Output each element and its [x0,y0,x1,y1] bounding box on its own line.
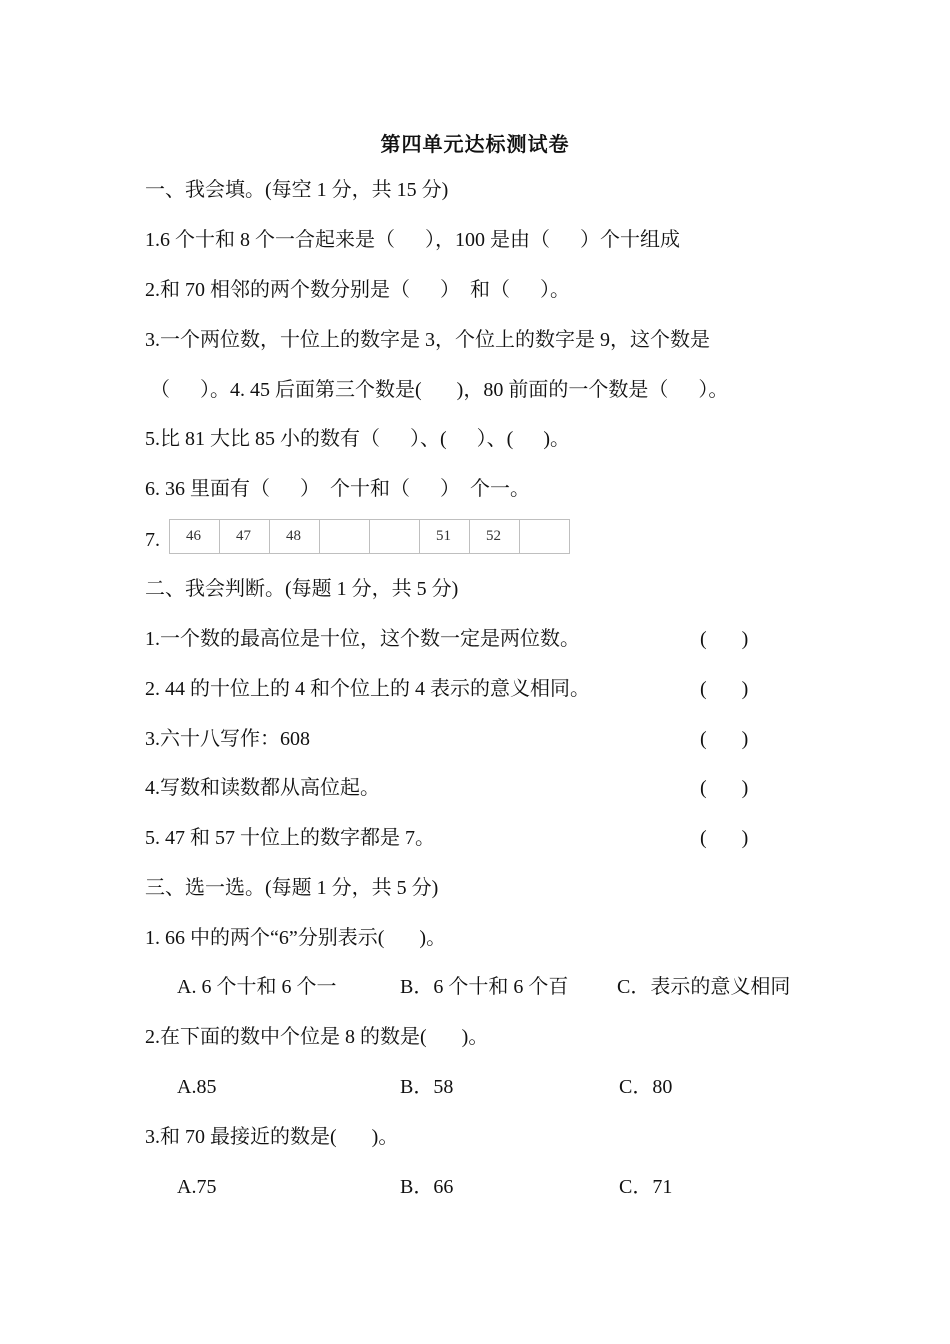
sequence-cell: 46 [170,520,220,554]
judge-answer-5[interactable]: ( ) [700,827,749,849]
page-title: 第四单元达标测试卷 [380,134,570,156]
judge-item-4: 4.写数和读数都从高位起。 [145,777,380,799]
section2-heading: 二、我会判断。(每题 1 分，共 5 分) [145,578,459,600]
choice-question-3: 3.和 70 最接近的数是( )。 [145,1126,399,1148]
sequence-cell: 52 [470,520,520,554]
question-1-2: 2.和 70 相邻的两个数分别是（ ） 和（ ）。 [145,279,570,301]
sequence-cell-blank[interactable] [370,520,420,554]
judge-answer-2[interactable]: ( ) [700,678,749,700]
judge-item-1: 1.一个数的最高位是十位，这个数一定是两位数。 [145,628,580,650]
choice-3-option-a[interactable]: A.75 [177,1176,217,1198]
judge-answer-3[interactable]: ( ) [700,728,749,750]
choice-2-option-c[interactable]: C．80 [619,1076,673,1098]
judge-item-3: 3.六十八写作：608 [145,728,310,750]
sequence-cell: 48 [270,520,320,554]
question-1-6: 6. 36 里面有（ ） 个十和（ ） 个一。 [145,478,530,500]
sequence-cell: 47 [220,520,270,554]
choice-2-option-a[interactable]: A.85 [177,1076,217,1098]
question-1-7-label: 7. [145,529,160,551]
sequence-cell: 51 [420,520,470,554]
choice-3-option-b[interactable]: B．66 [400,1176,454,1198]
choice-1-option-a[interactable]: A. 6 个十和 6 个一 [177,976,337,998]
judge-item-2: 2. 44 的十位上的 4 和个位上的 4 表示的意义相同。 [145,678,590,700]
judge-answer-1[interactable]: ( ) [700,628,749,650]
choice-question-1: 1. 66 中的两个“6”分别表示( )。 [145,927,447,949]
choice-1-option-b[interactable]: B．6 个十和 6 个百 [400,976,569,998]
question-1-5: 5.比 81 大比 85 小的数有（ ）、( ）、( )。 [145,428,570,450]
question-1-3-4: （ ）。4. 45 后面第三个数是( )，80 前面的一个数是（ ）。 [150,379,729,401]
judge-answer-4[interactable]: ( ) [700,777,749,799]
sequence-cell-blank[interactable] [520,520,570,554]
choice-question-2: 2.在下面的数中个位是 8 的数是( )。 [145,1026,489,1048]
sequence-cell-blank[interactable] [320,520,370,554]
choice-2-option-b[interactable]: B．58 [400,1076,454,1098]
number-sequence-table [169,519,570,554]
choice-1-option-c[interactable]: C．表示的意义相同 [617,976,791,998]
question-1-1: 1.6 个十和 8 个一合起来是（ ），100 是由（ ）个十组成 [145,229,680,251]
choice-3-option-c[interactable]: C．71 [619,1176,673,1198]
section3-heading: 三、选一选。(每题 1 分，共 5 分) [145,877,439,899]
section1-heading: 一、我会填。(每空 1 分，共 15 分) [145,179,449,201]
judge-item-5: 5. 47 和 57 十位上的数字都是 7。 [145,827,435,849]
question-1-3: 3.一个两位数，十位上的数字是 3，个位上的数字是 9，这个数是 [145,329,710,351]
